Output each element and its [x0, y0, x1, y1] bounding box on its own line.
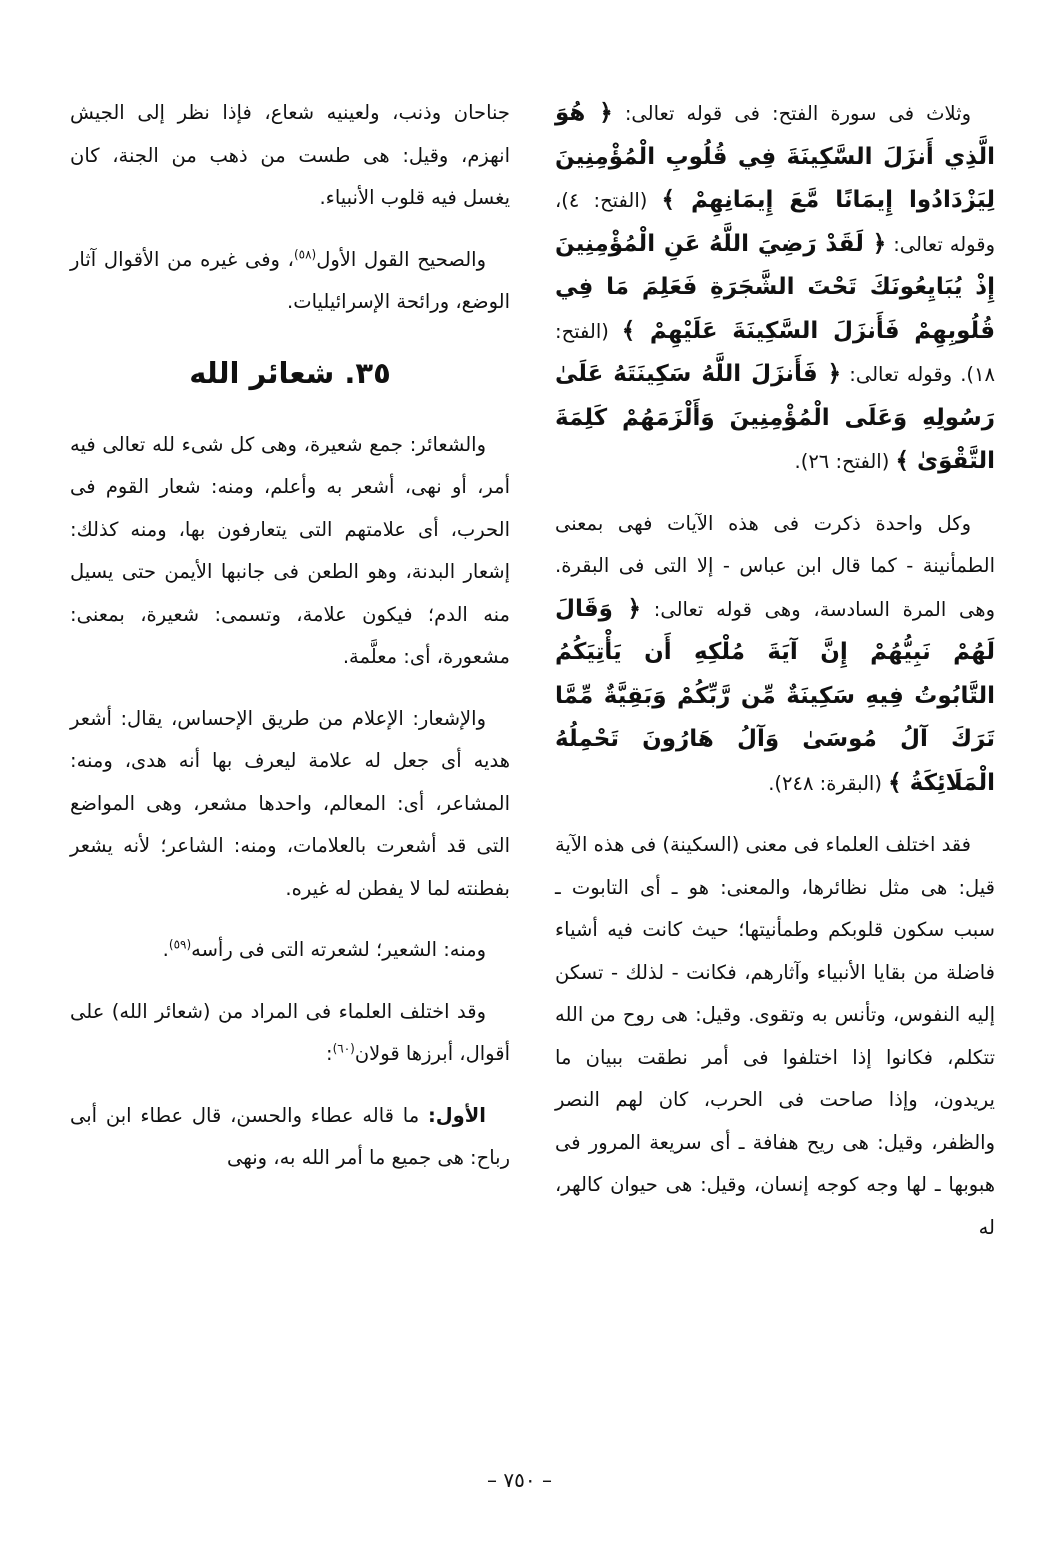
paragraph	[70, 991, 510, 1076]
left-column-top-paragraphs	[70, 92, 510, 324]
quran-verse: ﴿ هُوَ الَّذِي أَنزَلَ السَّكِينَةَ فِي قُلُوبِ الْمُؤْمِنِينَ لِيَزْدَادُوا إِيمَانًا مَّعَ إِيمَانِهِمْ ﴾	[555, 100, 995, 213]
paragraph	[555, 92, 995, 484]
text-run: (البقرة: ٢٤٨).	[768, 771, 889, 795]
text-run: وقد اختلف العلماء فى المراد من (شعائر الله) على أقوال، أبرزها قولان	[70, 999, 510, 1065]
section-heading: ٣٥. شعائر الله	[189, 355, 391, 390]
quran-verse: ﴿ فَأَنزَلَ اللَّهُ سَكِينَتَهُ عَلَىٰ رَسُولِهِ وَعَلَى الْمُؤْمِنِينَ وَأَلْزَمَهُمْ كَلِمَةَ التَّقْوَىٰ ﴾	[555, 361, 995, 474]
text-run: ما قاله عطاء والحسن، قال عطاء ابن أبى رباح: هى جميع ما أمر الله به، ونهى	[70, 1103, 510, 1169]
quran-verse: ﴿ وَقَالَ لَهُمْ نَبِيُّهُمْ إِنَّ آيَةَ مُلْكِهِ أَن يَأْتِيَكُمُ التَّابُوتُ فِيهِ سَكِينَةٌ مِّن رَّبِّكُمْ وَبَقِيَّةٌ مِّمَّا تَرَكَ آلُ مُوسَىٰ وَآلُ هَارُونَ تَحْمِلُهُ الْمَلَائِكَةُ ﴾	[555, 595, 995, 796]
paragraph	[555, 503, 995, 806]
text-run: ، وفى غيره من الأقوال آثار الوضع، ورائحة الإسرائيليات.	[70, 247, 510, 313]
right-column-paragraphs	[555, 92, 995, 1249]
text-run: والشعائر: جمع شعيرة، وهى كل شىء لله تعالى فيه أمر، أو نهى، أشعر به وأعلم، ومنه: شعار القوم فى الحرب، أى علامتهم التى يتعارفون بها، ومنه كذلك: إشعار البدنة، وهو الطعن فى جانبها الأيمن حتى يسيل منه الدم؛ فيكون علامة، وتسمى: شعيرة، بمعنى: مشعورة، أى: معلَّمة.	[70, 432, 510, 668]
paragraph	[70, 698, 510, 911]
bold-lead: الأول:	[427, 1103, 486, 1127]
paragraph	[70, 929, 510, 972]
left-column-bottom-paragraphs	[70, 424, 510, 1180]
paragraph	[70, 92, 510, 220]
text-run: جناحان وذنب، ولعينيه شعاع، فإذا نظر إلى الجيش انهزم، وقيل: هى طست من ذهب من الجنة، كان يغسل فيه قلوب الأنبياء.	[70, 101, 510, 209]
page-number: – ٧٥٠ –	[487, 1468, 552, 1492]
footnote-reference: (٥٨)	[293, 247, 317, 261]
text-run: وكل واحدة ذكرت فى هذه الآيات فهى بمعنى الطمأنينة - كما قال ابن عباس - إلا التى فى البقرة. وهى المرة السادسة، وهى قوله تعالى:	[555, 511, 995, 621]
text-run: (الفتح: ١٨). وقوله تعالى:	[555, 319, 995, 386]
text-run: .	[162, 938, 169, 961]
text-run: فقد اختلف العلماء فى معنى (السكينة) فى هذه الآية قيل: هى مثل نظائرها، والمعنى: هو ـ أى التابوت ـ سبب سكون قلوبكم وطمأنيتها؛ حيث كانت فيه أشياء فاضلة من بقايا الأنبياء وآثارهم، فكانت - لذلك - تسكن إليه النفوس، وتأنس به وتقوى. وقيل: هى روح من الله تتكلم، فكانوا إذا اختلفوا فى أمر نطقت ببيان ما يريدون، وإذا صاحت فى الحرب، كان لهم النصر والظفر، وقيل: هى ريح هفافة ـ أى سريعة المرور فى هبوبها ـ لها وجه كوجه إنسان، وقيل: هى حيوان كالهر، له	[555, 833, 995, 1239]
quran-verse: ﴿ لَقَدْ رَضِيَ اللَّهُ عَنِ الْمُؤْمِنِينَ إِذْ يُبَايِعُونَكَ تَحْتَ الشَّجَرَةِ فَعَلِمَ مَا فِي قُلُوبِهِمْ فَأَنزَلَ السَّكِينَةَ عَلَيْهِمْ ﴾	[555, 230, 995, 344]
footnote-reference: (٦٠)	[332, 1041, 355, 1056]
text-run: :	[325, 1042, 333, 1065]
footnote-reference: (٥٩)	[168, 937, 192, 952]
paragraph	[70, 1095, 510, 1180]
paragraph	[70, 239, 510, 324]
text-run: ومنه: الشعير؛ لشعرته التى فى رأسه	[191, 938, 486, 961]
text-run: وثلاث فى سورة الفتح: فى قوله تعالى:	[612, 102, 971, 125]
paragraph	[70, 424, 510, 679]
right-column	[555, 92, 995, 1268]
text-run: (الفتح: ٤)، وقوله تعالى:	[555, 189, 995, 256]
text-run: والصحيح القول الأول	[316, 247, 486, 271]
left-column	[70, 92, 510, 1199]
paragraph	[555, 824, 995, 1249]
text-run: والإشعار: الإعلام من طريق الإحساس، يقال: أشعر هديه أى جعل له علامة ليعرف بها أنه هدى، ومنه: المشاعر، أى: المعالم، واحدها مشعر، وهى المواضع التى قد أشعرت بالعلامات، ومنه: الشاعر؛ لأنه يشعر بفطنته لما لا يفطن له غيره.	[70, 706, 510, 900]
text-run: (الفتح: ٢٦).	[794, 450, 896, 473]
